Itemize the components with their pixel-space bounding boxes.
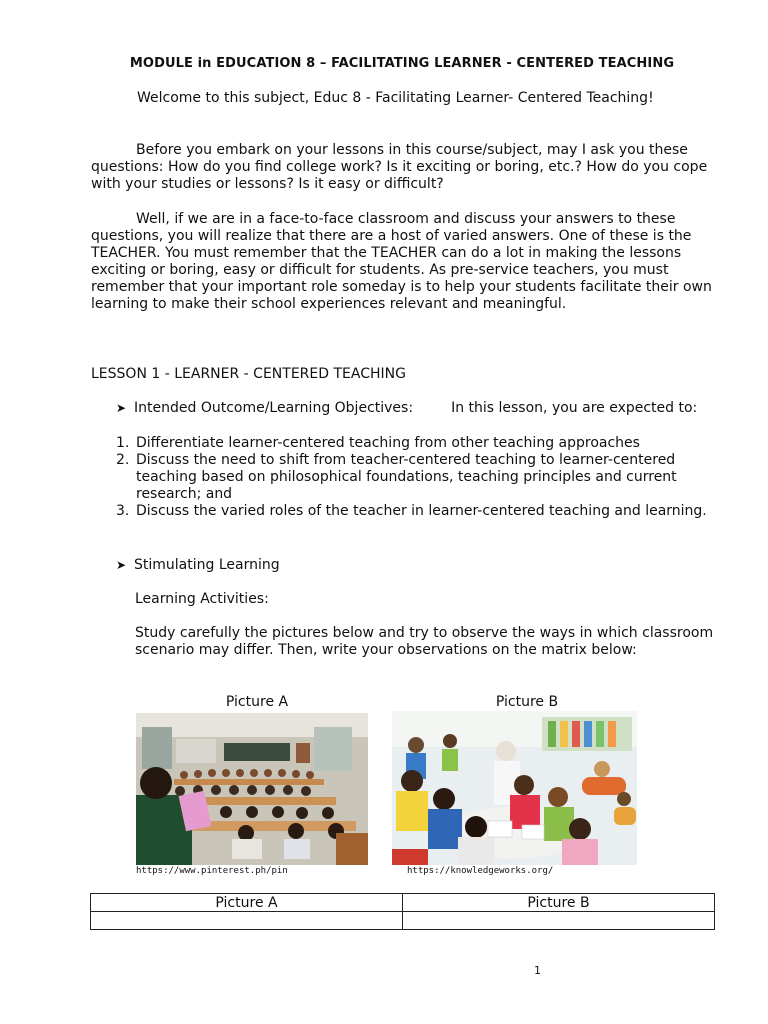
- stimulating-bullet: [116, 557, 280, 573]
- objective-item: [116, 503, 726, 520]
- matrix-cell-picture-b[interactable]: [403, 912, 715, 930]
- picture-a-source[interactable]: https://www.pinterest.ph/pin: [136, 866, 288, 876]
- module-title: MODULE in EDUCATION 8 – FACILITATING LEARNER - CENTERED TEACHING: [129, 56, 675, 71]
- matrix-cell-picture-a[interactable]: [91, 912, 403, 930]
- matrix-header-row: [91, 894, 715, 912]
- picture-b-caption: Picture B: [495, 694, 559, 710]
- welcome-line: Welcome to this subject, Educ 8 - Facilitating Learner- Centered Teaching!: [137, 90, 654, 106]
- matrix-header-picture-b: Picture B: [403, 894, 715, 912]
- picture-a-caption: Picture A: [225, 694, 289, 710]
- outcomes-note: In this lesson, you are expected to:: [451, 400, 698, 416]
- stimulating-label: Stimulating Learning: [134, 557, 280, 573]
- objective-number: 1.: [116, 435, 130, 451]
- page-number: 1: [534, 964, 541, 977]
- outcomes-bullet: [116, 400, 697, 416]
- activities-label: Learning Activities:: [135, 591, 269, 607]
- objective-text: Discuss the need to shift from teacher-centered teaching to learner-centered teaching based on philosophical foundations, teaching principles and current research; and: [136, 452, 677, 502]
- objective-number: 3.: [116, 503, 130, 519]
- activities-text: Study carefully the pictures below and try to observe the ways in which classroom scenario may differ. Then, write your observations on the matrix below:: [135, 625, 714, 658]
- group-learning-photo: [392, 711, 637, 865]
- objective-text: Discuss the varied roles of the teacher in learner-centered teaching and learning.: [136, 503, 707, 519]
- intro-paragraph-2: [91, 211, 723, 313]
- intro-paragraph-1: [91, 142, 723, 193]
- objective-text: Differentiate learner-centered teaching from other teaching approaches: [136, 435, 640, 451]
- arrowhead-bullet-icon: ➤: [116, 401, 127, 415]
- picture-b-image: [392, 711, 637, 865]
- picture-a-image: [136, 713, 368, 865]
- objective-item: [116, 435, 726, 452]
- objective-number: 2.: [116, 452, 130, 468]
- objectives-list: [116, 435, 726, 520]
- objective-item: [116, 452, 726, 503]
- classroom-rows-photo: [136, 713, 368, 865]
- arrowhead-bullet-icon: ➤: [116, 558, 127, 572]
- intro-paragraph-2-text: Well, if we are in a face-to-face classroom and discuss your answers to these questions, you will realize that there are a host of varied answers. One of these is the TEACHER. You must remember that the TEACHER can do a lot in making the lessons exciting or boring, easy or difficult for students. As pre-service teachers, you must remember that your important role someday is to help your students facilitate their own learning to make their school experiences relevant and meaningful.: [91, 211, 712, 312]
- matrix-header-picture-a: Picture A: [91, 894, 403, 912]
- observation-matrix: [90, 893, 715, 930]
- outcomes-label: Intended Outcome/Learning Objectives:: [134, 400, 414, 416]
- matrix-entry-row: [91, 912, 715, 930]
- picture-b-source[interactable]: https://knowledgeworks.org/: [407, 866, 554, 876]
- lesson-heading: LESSON 1 - LEARNER - CENTERED TEACHING: [91, 366, 406, 382]
- intro-paragraph-1-text: Before you embark on your lessons in this course/subject, may I ask you these questions: How do you find college work? Is it exciting or boring, etc.? How do you cope with your studies or lessons? Is it easy or difficult?: [91, 142, 708, 192]
